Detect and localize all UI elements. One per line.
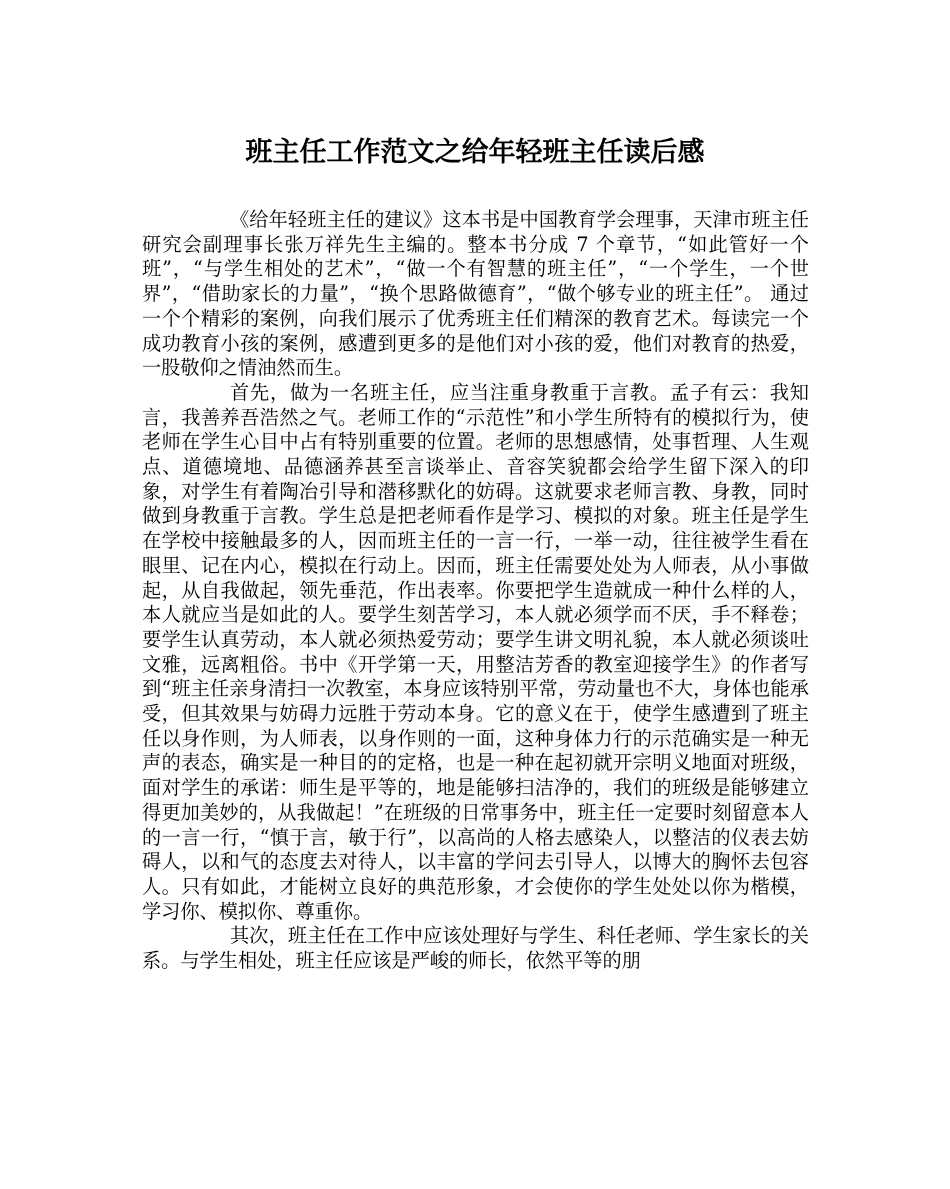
paragraph-3: 其次，班主任在工作中应该处理好与学生、科任老师、学生家长的关系。与学生相处，班主任应该是严峻的师长，依然平等的朋 xyxy=(142,924,809,973)
paragraph-2: 首先，做为一名班主任，应当注重身教重于言教。孟子有云：我知言，我善养吾浩然之气。老师工作的“示范性”和小学生所特有的模拟行为，使老师在学生心目中占有特别重要的位置。老师的思想感情，处事哲理、人生观点、道德境地、品德涵养甚至言谈举止、音容笑貌都会给学生留下深入的印象，对学生有着陶冶引导和潜移默化的妨碍。这就要求老师言教、身教，同时做到身教重于言教。学生总是把老师看作是学习、模拟的对象。班主任是学生在学校中接触最多的人，因而班主任的一言一行，一举一动，往往被学生看在眼里、记在内心，模拟在行动上。因而，班主任需要处处为人师表，从小事做起，从自我做起，领先垂范，作出表率。你要把学生造就成一种什么样的人，本人就应当是如此的人。要学生刻苦学习，本人就必须学而不厌，手不释卷；要学生认真劳动，本人就必须热爱劳动；要学生讲文明礼貌，本人就必须谈吐文雅，远离粗俗。书中《开学第一天，用整洁芳香的教室迎接学生》的作者写到“班主任亲身清扫一次教室，本身应该特别平常，劳动量也不大，身体也能承受，但其效果与妨碍力远胜于劳动本身。它的意义在于，使学生感遭到了班主任以身作则，为人师表，以身作则的一面，这种身体力行的示范确实是一种无声的表态，确实是一种目的的定格，也是一种在起初就开宗明义地面对班级，面对学生的承诺：师生是平等的，地是能够扫洁净的，我们的班级是能够建立得更加美妙的，从我做起！”在班级的日常事务中，班主任一定要时刻留意本人的一言一行，“慎于言，敏于行”，以高尚的人格去感染人，以整洁的仪表去妨碍人，以和气的态度去对待人，以丰富的学问去引导人，以博大的胸怀去包容人。只有如此，才能树立良好的典范形象，才会使你的学生处处以你为楷模，学习你、模拟你、尊重你。 xyxy=(142,380,809,923)
paragraph-1: 《给年轻班主任的建议》这本书是中国教育学会理事，天津市班主任研究会副理事长张万祥先生主编的。整本书分成 7 个章节，“如此管好一个班”，“与学生相处的艺术”，“做一个有智慧的班主任”，“一个学生，一个世界”，“借助家长的力量”，“换个思路做德育”，“做个够专业的班主任”。 通过一个个精彩的案例，向我们展示了优秀班主任们精深的教育艺术。每读完一个成功教育小孩的案例，感遭到更多的是他们对小孩的爱，他们对教育的热爱，一股敬仰之情油然而生。 xyxy=(142,208,809,380)
document-title: 班主任工作范文之给年轻班主任读后感 xyxy=(245,137,705,168)
document-body xyxy=(142,208,809,974)
